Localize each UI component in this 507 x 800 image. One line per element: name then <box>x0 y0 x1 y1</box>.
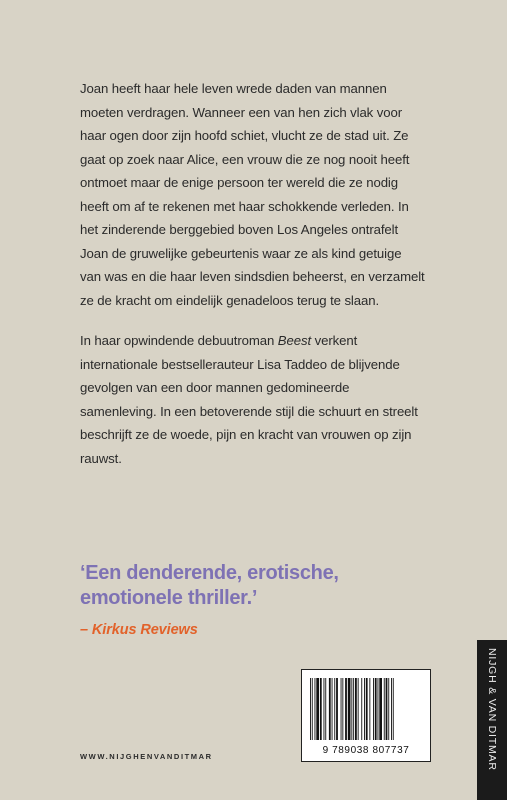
blurb-paragraph-2-end: verkent internationale bestsellerauteur Lisa Taddeo de blijvende gevolgen van een door mannen gedomineerde samenleving. In een betoverende stijl die schuurt en streelt beschrijft ze de woede, pijn en kracht van vrouwen op zijn rauwst. <box>80 333 418 466</box>
barcode-bar <box>345 678 347 740</box>
blurb-text <box>80 77 425 470</box>
review-source: – Kirkus Reviews <box>80 622 198 638</box>
barcode-icon <box>310 678 424 740</box>
barcode-bar <box>334 678 335 740</box>
barcode-bar <box>358 678 359 740</box>
barcode-bar <box>386 678 388 740</box>
barcode-bar <box>353 678 354 740</box>
barcode-bar <box>342 678 343 740</box>
barcode-bar <box>361 678 362 740</box>
barcode-bar <box>329 678 331 740</box>
isbn-barcode <box>301 669 431 762</box>
publisher-website: WWW.NIJGHENVANDITMAR <box>80 752 213 761</box>
barcode-bar <box>393 678 394 740</box>
barcode-bar <box>341 678 342 740</box>
barcode-bar <box>336 678 338 740</box>
barcode-bar <box>310 678 311 740</box>
barcode-bar <box>379 678 382 740</box>
barcode-bar <box>325 678 326 740</box>
spine-publisher: NIJGH & VAN DITMAR <box>486 648 498 771</box>
book-title-inline: Beest <box>277 333 312 348</box>
barcode-bar <box>378 678 379 740</box>
barcode-bar <box>316 678 319 740</box>
barcode-bar <box>391 678 392 740</box>
review-quote: ‘Een denderende, erotische, emotionele thriller.’ <box>80 562 339 609</box>
barcode-bar <box>351 678 352 740</box>
spine-strip <box>477 640 507 800</box>
blurb-paragraph-2-start: In haar opwindende debuutroman <box>80 333 278 348</box>
barcode-bar <box>369 678 370 740</box>
blurb-paragraph-1: Joan heeft haar hele leven wrede daden van mannen moeten verdragen. Wanneer een van hen zich vlak voor haar ogen door zijn hoofd schiet, vlucht ze de stad uit. Ze gaat op zoek naar Alice, een vrouw die ze nog nooit heeft ontmoet maar de enige persoon ter wereld die ze nodig heeft om af te rekenen met haar schokkende verleden. In het zinderende berggebied boven Los Angeles ontrafelt Joan de gruwelijke gebeurtenis waar ze als kind getuige van was en die haar leven sindsdien beheerst, en verzamelt ze de kracht om eindelijk genadeloos terug te slaan. <box>80 81 425 308</box>
barcode-bar <box>348 678 351 740</box>
barcode-bar <box>320 678 322 740</box>
barcode-bar <box>388 678 389 740</box>
barcode-bar <box>375 678 377 740</box>
barcode-bar <box>315 678 316 740</box>
isbn-number: 9 789038 807737 <box>322 745 410 756</box>
barcode-bar <box>355 678 357 740</box>
barcode-bar <box>384 678 385 740</box>
barcode-bar <box>332 678 333 740</box>
barcode-bar <box>364 678 365 740</box>
barcode-bar <box>373 678 374 740</box>
blurb-paragraph-2 <box>80 329 425 470</box>
barcode-bar <box>324 678 325 740</box>
barcode-bar <box>366 678 368 740</box>
barcode-bar <box>312 678 313 740</box>
